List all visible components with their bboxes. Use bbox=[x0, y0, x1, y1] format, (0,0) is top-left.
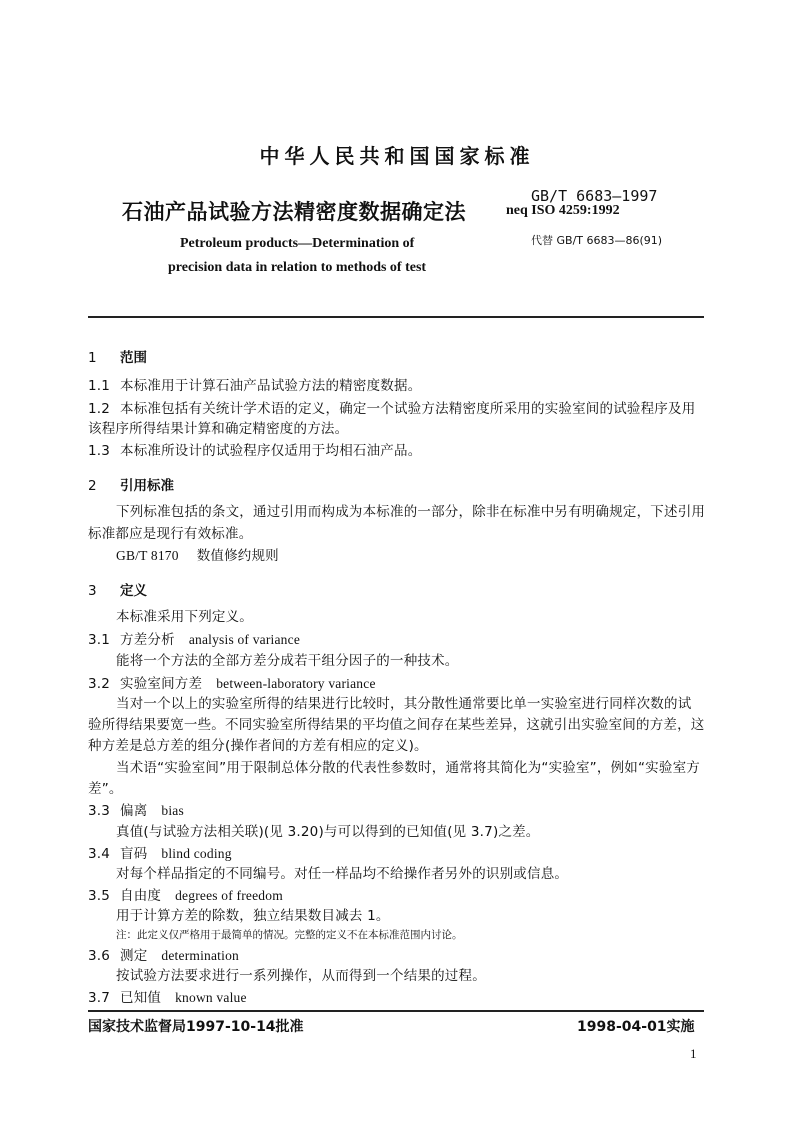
page-number: 1 bbox=[690, 1046, 697, 1061]
clause-1-2-cont: 该程序所得结果计算和确定精密度的方法。 bbox=[88, 421, 349, 437]
definition-3-4: 3.4 盲码 blind coding bbox=[88, 846, 232, 862]
standard-number: GB/T 6683—1997 bbox=[531, 187, 658, 205]
equivalence-note: neq ISO 4259:1992 bbox=[506, 203, 620, 218]
definition-3-1: 3.1 方差分析 analysis of variance bbox=[88, 632, 301, 648]
approval-note: 国家技术监督局1997-10-14批准 bbox=[88, 1019, 304, 1035]
section-1-title: 范围 bbox=[120, 350, 147, 366]
section-2-para-l1: 下列标准包括的条文，通过引用而构成为本标准的一部分，除非在标准中另有明确规定，下述引用 bbox=[116, 504, 706, 520]
definition-3-6-text: 按试验方法要求进行一系列操作，从而得到一个结果的过程。 bbox=[116, 968, 486, 984]
definition-3-2: 3.2 实验室间方差 between-laboratory variance bbox=[88, 676, 376, 692]
section-2-heading: 2 引用标准 bbox=[88, 478, 174, 494]
definition-3-1-text: 能将一个方法的全部方差分成若干组分因子的一种技术。 bbox=[116, 653, 459, 669]
section-2-title: 引用标准 bbox=[120, 478, 174, 494]
header-divider bbox=[88, 316, 704, 318]
definition-3-6: 3.6 测定 determination bbox=[88, 948, 239, 964]
section-3-intro: 本标准采用下列定义。 bbox=[116, 609, 253, 625]
definition-3-7: 3.7 已知值 known value bbox=[88, 990, 247, 1006]
footer-divider bbox=[88, 1010, 704, 1012]
reference-standard: GB/T 8170 数值修约规则 bbox=[116, 548, 279, 564]
document-title: 石油产品试验方法精密度数据确定法 bbox=[122, 200, 466, 224]
section-3-title: 定义 bbox=[120, 583, 147, 599]
definition-3-3-text: 真值(与试验方法相关联)(见 3.20)与可以得到的已知值(见 3.7)之差。 bbox=[116, 824, 540, 840]
english-title-line1: Petroleum products—Determination of bbox=[180, 236, 415, 251]
definition-3-2-l3: 种方差是总方差的组分(操作者间的方差有相应的定义)。 bbox=[88, 738, 428, 754]
section-3-heading: 3 定义 bbox=[88, 583, 147, 599]
clause-1-3: 1.3 本标准所设计的试验程序仅适用于均相石油产品。 bbox=[88, 443, 422, 459]
definition-3-5: 3.5 自由度 degrees of freedom bbox=[88, 888, 283, 904]
clause-1-1: 1.1 本标准用于计算石油产品试验方法的精密度数据。 bbox=[88, 378, 422, 394]
definition-3-4-text: 对每个样品指定的不同编号。对任一样品均不给操作者另外的识别或信息。 bbox=[116, 866, 569, 882]
clause-1-2: 1.2 本标准包括有关统计学术语的定义，确定一个试验方法精密度所采用的实验室间的试验程序及用 bbox=[88, 401, 696, 417]
english-title-line2: precision data in relation to methods of test bbox=[168, 260, 427, 275]
definition-3-2-l4: 当术语“实验室间”用于限制总体分散的代表性参数时，通常将其简化为“实验室”，例如“实验室方 bbox=[116, 760, 700, 776]
section-1-heading: 1 范围 bbox=[88, 350, 147, 366]
definition-3-5-note: 注：此定义仅严格用于最简单的情况。完整的定义不在本标准范围内讨论。 bbox=[116, 929, 463, 941]
section-2-para-l2: 标准都应是现行有效标准。 bbox=[88, 526, 253, 542]
definition-3-2-l1: 当对一个以上的实验室所得的结果进行比较时，其分散性通常要比单一实验室进行同样次数的试 bbox=[116, 696, 692, 712]
definition-3-2-l5: 差”。 bbox=[88, 781, 123, 797]
definition-3-5-text: 用于计算方差的除数，独立结果数目减去 1。 bbox=[116, 908, 390, 924]
effective-date: 1998-04-01实施 bbox=[577, 1019, 695, 1035]
replaces-note: 代替 GB/T 6683—86(91) bbox=[531, 234, 663, 247]
org-title: 中华人民共和国国家标准 bbox=[259, 144, 535, 168]
definition-3-3: 3.3 偏离 bias bbox=[88, 803, 184, 819]
definition-3-2-l2: 验所得结果要宽一些。不同实验室所得结果的平均值之间存在某些差异，这就引出实验室间的方差，这 bbox=[88, 717, 705, 733]
